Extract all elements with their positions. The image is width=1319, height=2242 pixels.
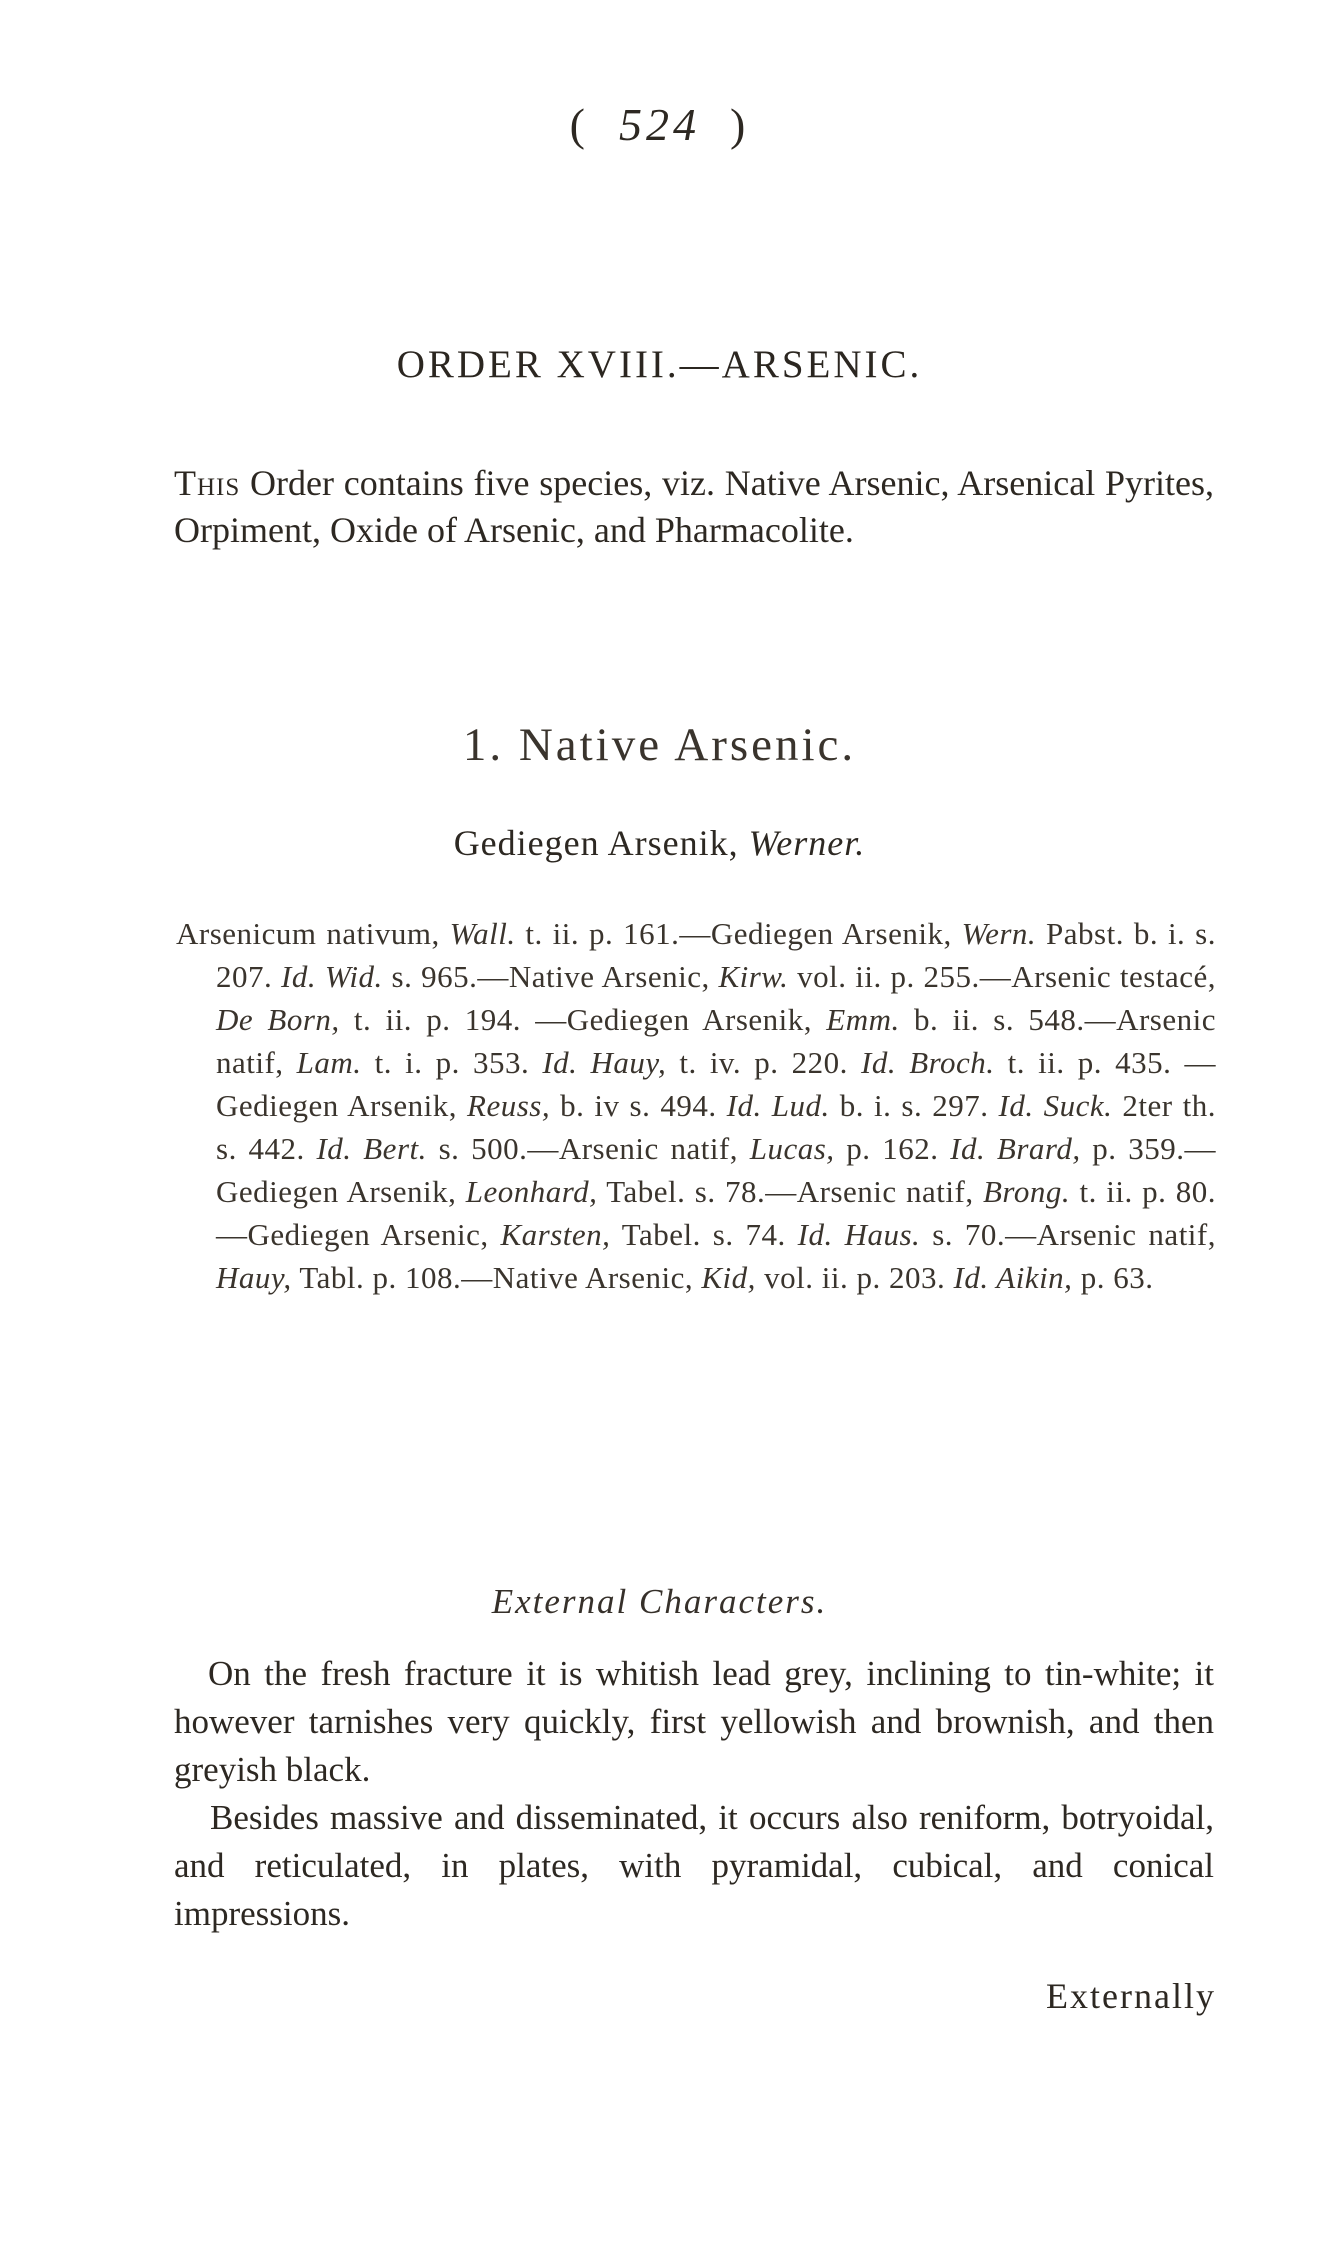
body-paragraph-2: Besides massive and disseminated, it occurs also reniform, botryoidal, and reticulated, in plates, with pyramidal, cubical, and conical impressions. xyxy=(174,1798,1214,1933)
synonymy-citation-author: Id. Aikin, xyxy=(953,1260,1073,1295)
synonymy-citation-text: Tabel. s. 78.—Arsenic natif, xyxy=(597,1174,983,1209)
synonymy-content xyxy=(176,912,1216,1299)
synonymy-citation-author: Id. Brard, xyxy=(950,1131,1081,1166)
synonymy-citation-author: Hauy, xyxy=(216,1260,292,1295)
synonymy-citation-text: t. ii. p. 161.—Gediegen Arsenik, xyxy=(515,916,962,951)
page-number xyxy=(0,98,1319,151)
synonymy-citation-author: Id. Haus. xyxy=(797,1217,921,1252)
synonymy-citation-author: Wern. xyxy=(961,916,1037,951)
synonymy-citation-text: p. 162. xyxy=(834,1131,951,1166)
synonymy-citation-text: Tabl. p. 108.—Native Arsenic, xyxy=(291,1260,702,1295)
synonymy-citation-text: t. ii. p. 194. —Gediegen Arsenik, xyxy=(339,1002,827,1037)
intro-paragraph xyxy=(174,460,1214,554)
page-number-value: 524 xyxy=(619,99,700,150)
synonymy-citation-author: Id. Broch. xyxy=(861,1045,995,1080)
species-title: 1. Native Arsenic. xyxy=(462,719,857,771)
intro-first-word: This xyxy=(174,463,241,503)
synonymy-citation-text: Arsenicum nativum, xyxy=(176,916,450,951)
synonymy-paragraph xyxy=(176,912,1216,1299)
synonymy-citation-author: Id. Hauy, xyxy=(542,1045,667,1080)
synonymy-citation-author: Reuss, xyxy=(467,1088,551,1123)
synonymy-citation-author: Brong. xyxy=(983,1174,1071,1209)
synonymy-citation-text: b. i. s. 297. xyxy=(829,1088,999,1123)
synonymy-citation-text: t. iv. p. 220. xyxy=(666,1045,862,1080)
synonymy-citation-text: b. iv s. 494. xyxy=(550,1088,727,1123)
synonymy-citation-text: vol. ii. p. 255.—Arsenic testacé, xyxy=(788,959,1217,994)
synonymy-citation-text: p. 359.—Gediegen Arsenik, xyxy=(216,1131,1217,1209)
synonymy-citation-author: Kid, xyxy=(701,1260,756,1295)
section-heading: External Characters. xyxy=(491,1582,828,1621)
synonymy-citation-text: vol. ii. p. 203. xyxy=(755,1260,954,1295)
synonymy-citation-author: Leonhard, xyxy=(465,1174,598,1209)
german-name-author: Werner. xyxy=(748,823,866,863)
synonymy-citation-author: De Born, xyxy=(216,1002,340,1037)
synonymy-citation-author: Id. Wid. xyxy=(281,959,383,994)
synonymy-citation-author: Id. Bert. xyxy=(316,1131,427,1166)
synonymy-citation-author: Id. Suck. xyxy=(998,1088,1113,1123)
synonymy-citation-text: t. ii. p. 435. —Gediegen Arsenik, xyxy=(216,1045,1216,1123)
page-number-close-paren: ) xyxy=(730,99,750,150)
german-name-text: Gediegen Arsenik, xyxy=(453,823,749,863)
synonymy-citation-author: Karsten, xyxy=(500,1217,611,1252)
order-title: ORDER XVIII.—ARSENIC. xyxy=(396,343,923,386)
synonymy-citation-text: t. i. p. 353. xyxy=(361,1045,543,1080)
synonymy-citation-author: Id. Lud. xyxy=(726,1088,830,1123)
synonymy-citation-text: s. 500.—Arsenic natif, xyxy=(426,1131,750,1166)
synonymy-citation-author: Emm. xyxy=(826,1002,900,1037)
synonymy-citation-text: p. 63. xyxy=(1072,1260,1154,1295)
body-paragraph-1: On the fresh fracture it is whitish lead grey, inclining to tin-white; it however tarnishes very quickly, first yellowish and brownish, and then greyish black. xyxy=(174,1654,1214,1789)
synonymy-citation-text: s. 70.—Arsenic natif, xyxy=(920,1217,1216,1252)
synonymy-citation-author: Wall. xyxy=(449,916,516,951)
catchword: Externally xyxy=(1046,1976,1216,2016)
synonymy-citation-text: b. ii. s. 548.—Arsenic natif, xyxy=(216,1002,1216,1080)
synonymy-citation-text: s. 965.—Native Arsenic, xyxy=(382,959,719,994)
synonymy-citation-author: Lam. xyxy=(296,1045,362,1080)
synonymy-citation-author: Lucas, xyxy=(749,1131,835,1166)
synonymy-citation-text: 2ter th. s. 442. xyxy=(216,1088,1217,1166)
german-name xyxy=(0,822,1319,864)
page-number-open-paren: ( xyxy=(569,99,589,150)
synonymy-citation-text: Pabst. b. i. s. 207. xyxy=(216,916,1216,994)
synonymy-citation-author: Kirw. xyxy=(718,959,789,994)
synonymy-citation-text: Tabel. s. 74. xyxy=(610,1217,798,1252)
synonymy-citation-text: t. ii. p. 80.—Gediegen Arsenic, xyxy=(216,1174,1217,1252)
body-text xyxy=(174,1650,1214,1938)
intro-text: Order contains five species, viz. Native Arsenic, Arsenical Pyrites, Orpiment, Oxide of Arsenic, and Pharmacolite. xyxy=(174,463,1214,550)
